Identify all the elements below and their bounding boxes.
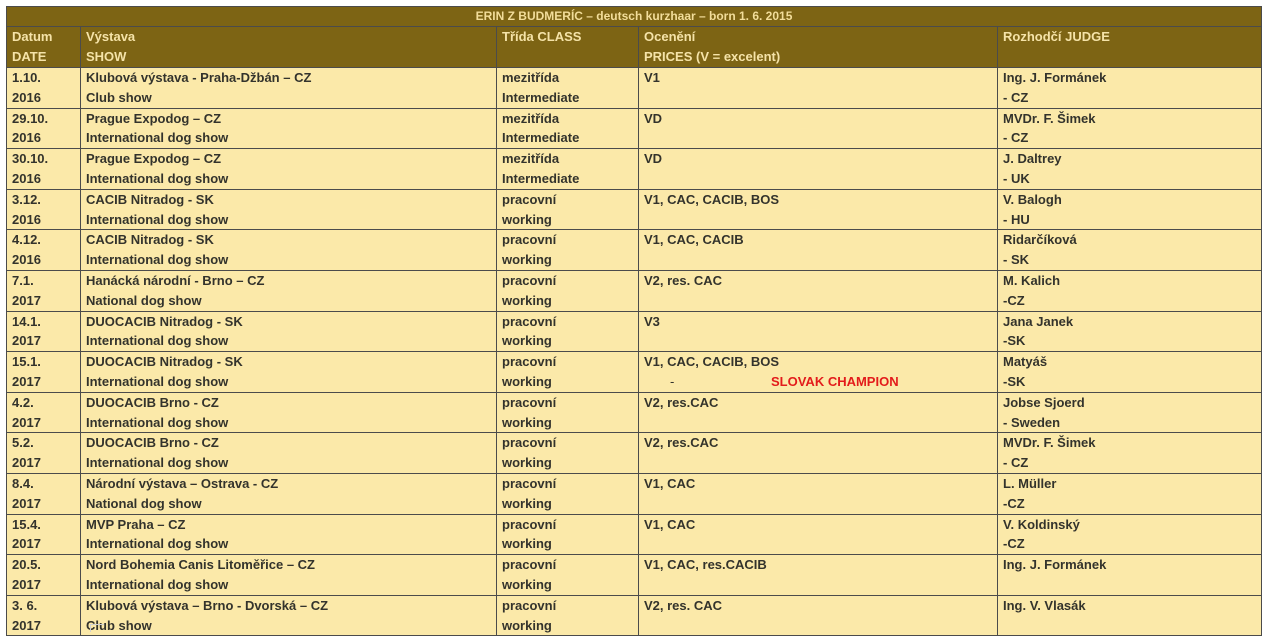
cell-show	[81, 108, 497, 149]
judge-line-2: -CZ	[1003, 495, 1025, 511]
cell-show	[81, 433, 497, 474]
prices-line-2	[644, 128, 993, 148]
cell-prices	[639, 270, 998, 311]
cell-show	[81, 270, 497, 311]
show-line-2: International dog show	[86, 211, 229, 227]
judge-line-1: V. Koldinský	[1003, 516, 1080, 532]
date-line-1: 29.10.	[12, 110, 49, 126]
cell-prices	[639, 595, 998, 636]
show-line-2: National dog show	[86, 292, 202, 308]
show-line-2: Club show	[86, 89, 152, 105]
prices-line-2	[644, 453, 993, 473]
date-line-2: 2016	[12, 130, 41, 146]
cell-date	[7, 230, 81, 271]
cell-class	[497, 352, 639, 393]
cell-class	[497, 514, 639, 555]
cell-date	[7, 433, 81, 474]
date-line-2: 2017	[12, 373, 41, 389]
cell-judge	[998, 230, 1262, 271]
table-row	[7, 189, 1262, 230]
cell-date	[7, 392, 81, 433]
class-line-2: Intermediate	[502, 89, 580, 105]
date-line-1: 3.12.	[12, 191, 41, 207]
prices-line-2	[644, 616, 993, 636]
judge-line-1: MVDr. F. Šimek	[1003, 110, 1096, 126]
class-line-2: working	[502, 373, 552, 389]
class-line-2: working	[502, 252, 552, 268]
date-line-1: 3. 6.	[12, 597, 38, 613]
cell-show	[81, 352, 497, 393]
table-row	[7, 270, 1262, 311]
cell-class	[497, 108, 639, 149]
show-line-1: DUOCACIB Brno - CZ	[86, 435, 219, 451]
cell-class	[497, 230, 639, 271]
judge-line-2: -CZ	[1003, 536, 1025, 552]
show-line-2: National dog show	[86, 495, 202, 511]
cell-date	[7, 108, 81, 149]
header-date	[7, 27, 81, 68]
cell-prices	[639, 68, 998, 109]
champion-note: SLOVAK CHAMPION	[771, 373, 899, 389]
cell-date	[7, 555, 81, 596]
cell-judge	[998, 352, 1262, 393]
cell-prices	[639, 189, 998, 230]
class-line-2: Intermediate	[502, 170, 580, 186]
show-line-2: International dog show	[86, 414, 229, 430]
table-row	[7, 311, 1262, 352]
cell-date	[7, 270, 81, 311]
judge-line-1: Matyáš	[1003, 354, 1048, 370]
judge-line-2	[1003, 616, 1257, 636]
judge-line-1: Ing. J. Formánek	[1003, 557, 1107, 573]
cell-judge	[998, 392, 1262, 433]
cell-corner-mark	[90, 624, 104, 632]
show-line-2: Club show	[86, 617, 152, 633]
cell-date	[7, 311, 81, 352]
cell-judge	[998, 555, 1262, 596]
cell-prices	[639, 230, 998, 271]
cell-prices	[639, 149, 998, 190]
judge-line-1: MVDr. F. Šimek	[1003, 435, 1096, 451]
date-line-2: 2016	[12, 89, 41, 105]
show-line-2: International dog show	[86, 333, 229, 349]
date-line-2: 2017	[12, 536, 41, 552]
show-line-1: DUOCACIB Nitradog - SK	[86, 313, 243, 329]
date-line-2: 2017	[12, 455, 41, 471]
class-line-2: working	[502, 211, 552, 227]
class-line-2: working	[502, 576, 552, 592]
show-line-1: Hanácká národní - Brno – CZ	[86, 272, 265, 288]
judge-line-1: Jana Janek	[1003, 313, 1074, 329]
show-line-1: Národní výstava – Ostrava - CZ	[86, 475, 279, 491]
judge-line-1: V. Balogh	[1003, 191, 1062, 207]
judge-line-2: - SK	[1003, 252, 1029, 268]
date-line-1: 30.10.	[12, 151, 49, 167]
prices-line-2	[644, 534, 993, 554]
class-line-1: mezitřída	[502, 110, 560, 126]
show-line-2: International dog show	[86, 130, 229, 146]
show-line-1: DUOCACIB Brno - CZ	[86, 394, 219, 410]
class-line-1: pracovní	[502, 272, 557, 288]
table-row	[7, 473, 1262, 514]
cell-judge	[998, 595, 1262, 636]
cell-prices	[639, 108, 998, 149]
prices-line-2	[644, 169, 993, 189]
date-line-1: 7.1.	[12, 272, 34, 288]
cell-prices	[639, 514, 998, 555]
date-line-1: 1.10.	[12, 70, 41, 85]
header-class-label: Třída CLASS	[502, 29, 582, 44]
date-line-1: 5.2.	[12, 435, 34, 451]
cell-show	[81, 68, 497, 109]
prices-line-2	[644, 88, 993, 108]
judge-line-2: -SK	[1003, 373, 1026, 389]
date-line-2: 2017	[12, 292, 41, 308]
date-line-1: 15.4.	[12, 516, 41, 532]
date-line-1: 20.5.	[12, 557, 41, 573]
date-line-1: 15.1.	[12, 354, 41, 370]
show-line-2: International dog show	[86, 373, 229, 389]
header-prices-label: Ocenění	[644, 29, 696, 44]
show-line-1: Prague Expodog – CZ	[86, 110, 222, 126]
header-class	[497, 27, 639, 68]
judge-line-2: -SK	[1003, 333, 1026, 349]
prices-line-2	[644, 331, 993, 351]
prices-line-1: V1, CAC, CACIB, BOS	[644, 354, 780, 370]
cell-judge	[998, 311, 1262, 352]
cell-show	[81, 149, 497, 190]
prices-line-1: V2, res.CAC	[644, 435, 719, 451]
cell-prices	[639, 473, 998, 514]
cell-judge	[998, 473, 1262, 514]
cell-judge	[998, 189, 1262, 230]
prices-line-1: V1, CAC, res.CACIB	[644, 557, 767, 573]
cell-judge	[998, 514, 1262, 555]
cell-judge	[998, 68, 1262, 109]
judge-line-2: - HU	[1003, 211, 1030, 227]
cell-date	[7, 514, 81, 555]
cell-judge	[998, 108, 1262, 149]
show-line-1: CACIB Nitradog - SK	[86, 191, 214, 207]
cell-show	[81, 514, 497, 555]
prices-line-1: V1	[644, 70, 660, 85]
show-line-1: Klubová výstava - Praha-Džbán – CZ	[86, 70, 312, 85]
cell-judge	[998, 270, 1262, 311]
cell-date	[7, 149, 81, 190]
prices-line-1: V3	[644, 313, 660, 329]
show-line-1: CACIB Nitradog - SK	[86, 232, 214, 248]
prices-line-2	[644, 210, 993, 230]
judge-line-1: Ing. V. Vlasák	[1003, 597, 1086, 613]
judge-line-1: Ing. J. Formánek	[1003, 70, 1107, 85]
cell-prices	[639, 352, 998, 393]
cell-class	[497, 555, 639, 596]
header-show-label: Výstava	[86, 29, 136, 44]
cell-prices	[639, 433, 998, 474]
date-line-1: 4.2.	[12, 394, 34, 410]
header-judge-label-en	[1003, 47, 1257, 67]
show-line-1: DUOCACIB Nitradog - SK	[86, 354, 243, 370]
class-line-2: working	[502, 536, 552, 552]
class-line-1: pracovní	[502, 394, 557, 410]
cell-class	[497, 392, 639, 433]
judge-line-1: Ridarčíková	[1003, 232, 1077, 248]
cell-prices	[639, 311, 998, 352]
cell-judge	[998, 433, 1262, 474]
table-row	[7, 230, 1262, 271]
class-line-2: working	[502, 292, 552, 308]
date-line-2: 2017	[12, 495, 41, 511]
class-line-2: working	[502, 333, 552, 349]
cell-prices	[639, 555, 998, 596]
class-line-2: Intermediate	[502, 130, 580, 146]
date-line-2: 2016	[12, 170, 41, 186]
table-title: ERIN Z BUDMERÍC – deutsch kurzhaar – born 1. 6. 2015	[7, 7, 1262, 27]
class-line-2: working	[502, 495, 552, 511]
date-line-2: 2017	[12, 414, 41, 430]
date-line-2: 2017	[12, 617, 41, 633]
cell-date	[7, 595, 81, 636]
prices-line-2	[644, 291, 993, 311]
prices-line-1: VD	[644, 151, 663, 167]
date-line-1: 14.1.	[12, 313, 41, 329]
header-show-label-en: SHOW	[86, 48, 127, 64]
table-row	[7, 595, 1262, 636]
judge-line-2: - CZ	[1003, 89, 1029, 105]
header-date-label-en: DATE	[12, 48, 47, 64]
judge-line-2: - Sweden	[1003, 414, 1061, 430]
table-title-row	[7, 7, 1262, 27]
show-line-2: International dog show	[86, 455, 229, 471]
judge-line-2: - CZ	[1003, 455, 1029, 471]
prices-note-line	[644, 372, 993, 392]
class-line-2: working	[502, 414, 552, 430]
header-prices	[639, 27, 998, 68]
date-line-2: 2017	[12, 333, 41, 349]
judge-line-2: - UK	[1003, 170, 1030, 186]
prices-line-1: V1, CAC, CACIB, BOS	[644, 191, 780, 207]
cell-class	[497, 311, 639, 352]
cell-date	[7, 352, 81, 393]
show-line-1: Nord Bohemia Canis Litoměřice – CZ	[86, 557, 315, 573]
table-row	[7, 514, 1262, 555]
class-line-2: working	[502, 617, 552, 633]
cell-show	[81, 311, 497, 352]
cell-show	[81, 230, 497, 271]
cell-class	[497, 433, 639, 474]
judge-line-1: J. Daltrey	[1003, 151, 1062, 167]
prices-line-2	[644, 494, 993, 514]
prices-line-1: V1, CAC, CACIB	[644, 232, 744, 248]
table-row	[7, 555, 1262, 596]
cell-show	[81, 555, 497, 596]
cell-class	[497, 270, 639, 311]
judge-line-1: Jobse Sjoerd	[1003, 394, 1085, 410]
table-row	[7, 149, 1262, 190]
cell-class	[497, 473, 639, 514]
prices-line-2	[644, 250, 993, 270]
class-line-1: pracovní	[502, 435, 557, 451]
show-line-1: Klubová výstava – Brno - Dvorská – CZ	[86, 597, 329, 613]
table-row	[7, 433, 1262, 474]
cell-show	[81, 189, 497, 230]
show-line-2: International dog show	[86, 170, 229, 186]
header-judge	[998, 27, 1262, 68]
cell-judge	[998, 149, 1262, 190]
cell-show	[81, 595, 497, 636]
prices-dash: -	[670, 373, 675, 389]
show-line-1: MVP Praha – CZ	[86, 516, 186, 532]
judge-line-1: M. Kalich	[1003, 272, 1061, 288]
header-class-label-en	[502, 47, 634, 67]
class-line-1: pracovní	[502, 475, 557, 491]
table-header-row	[7, 27, 1262, 68]
date-line-2: 2016	[12, 211, 41, 227]
prices-line-1: V2, res. CAC	[644, 272, 723, 288]
cell-class	[497, 189, 639, 230]
class-line-1: pracovní	[502, 191, 557, 207]
table-row	[7, 352, 1262, 393]
cell-show	[81, 392, 497, 433]
class-line-2: working	[502, 455, 552, 471]
class-line-1: mezitřída	[502, 70, 560, 85]
prices-line-1: VD	[644, 110, 663, 126]
judge-line-2	[1003, 575, 1257, 595]
cell-class	[497, 149, 639, 190]
prices-line-1: V2, res. CAC	[644, 597, 723, 613]
class-line-1: pracovní	[502, 232, 557, 248]
table-row	[7, 68, 1262, 109]
judge-line-2: - CZ	[1003, 130, 1029, 146]
date-line-2: 2016	[12, 252, 41, 268]
prices-line-2	[644, 413, 993, 433]
date-line-1: 8.4.	[12, 475, 34, 491]
show-line-2: International dog show	[86, 576, 229, 592]
table-row	[7, 392, 1262, 433]
prices-line-1: V1, CAC	[644, 475, 696, 491]
table-row	[7, 108, 1262, 149]
class-line-1: pracovní	[502, 557, 557, 573]
header-date-label: Datum	[12, 29, 53, 44]
class-line-1: pracovní	[502, 597, 557, 613]
judge-line-1: L. Müller	[1003, 475, 1057, 491]
date-line-2: 2017	[12, 576, 41, 592]
judge-line-2: -CZ	[1003, 292, 1025, 308]
header-show	[81, 27, 497, 68]
header-prices-label-en: PRICES (V = excelent)	[644, 48, 781, 64]
prices-line-1: V1, CAC	[644, 516, 696, 532]
class-line-1: pracovní	[502, 354, 557, 370]
cell-date	[7, 189, 81, 230]
class-line-1: pracovní	[502, 516, 557, 532]
show-results-table	[6, 6, 1262, 636]
class-line-1: pracovní	[502, 313, 557, 329]
cell-show	[81, 473, 497, 514]
cell-class	[497, 595, 639, 636]
cell-date	[7, 68, 81, 109]
cell-prices	[639, 392, 998, 433]
class-line-1: mezitřída	[502, 151, 560, 167]
show-line-2: International dog show	[86, 536, 229, 552]
date-line-1: 4.12.	[12, 232, 41, 248]
prices-line-2	[644, 575, 993, 595]
show-line-2: International dog show	[86, 252, 229, 268]
header-judge-label: Rozhodčí JUDGE	[1003, 29, 1110, 44]
show-line-1: Prague Expodog – CZ	[86, 151, 222, 167]
cell-class	[497, 68, 639, 109]
prices-line-1: V2, res.CAC	[644, 394, 719, 410]
cell-date	[7, 473, 81, 514]
